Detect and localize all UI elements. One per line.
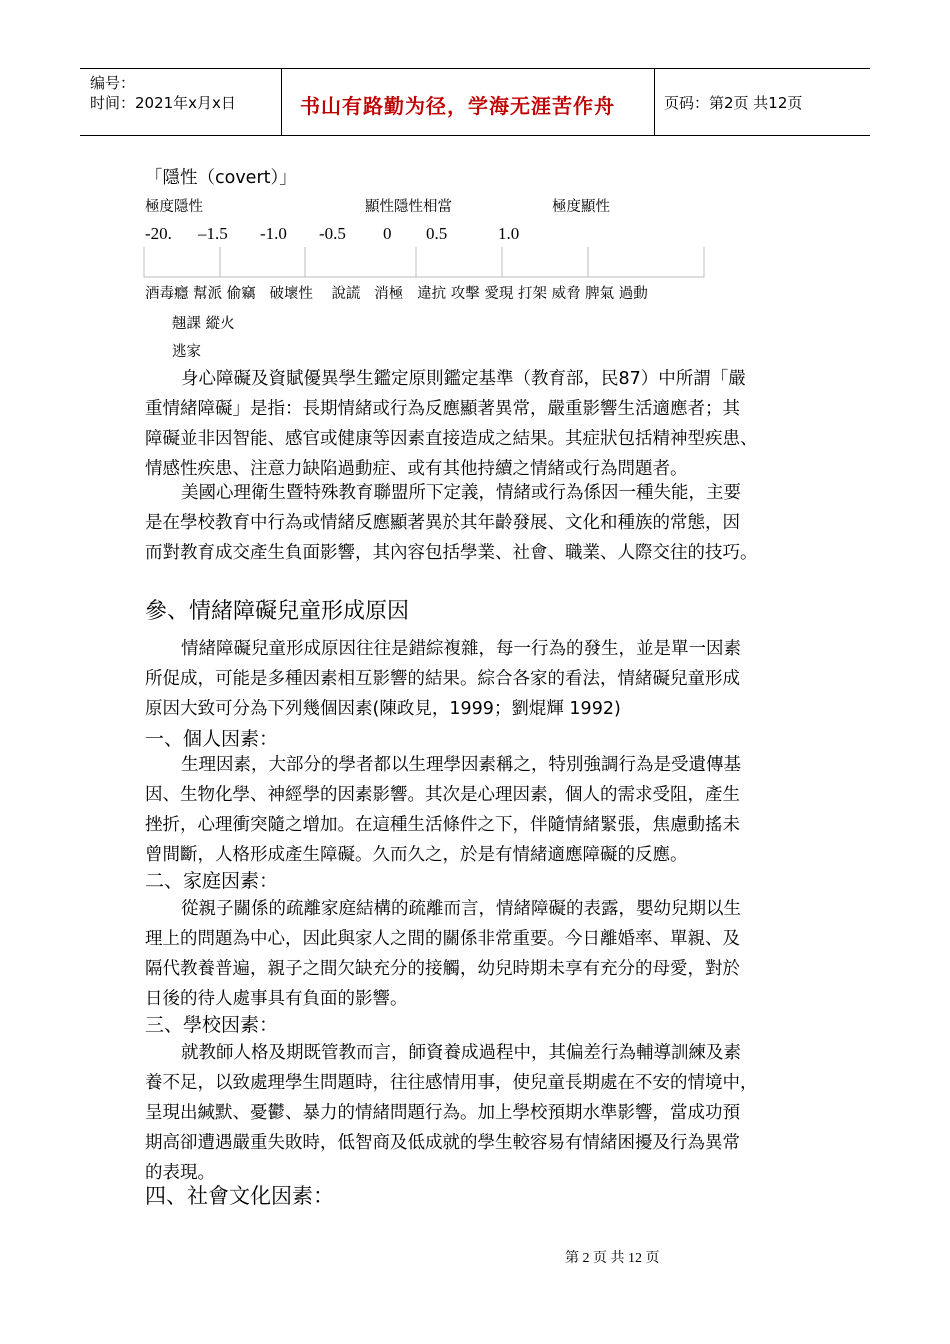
page-footer: 第 2 页 共 12 页: [565, 1251, 660, 1266]
scale-label-overt: 極度顯性: [552, 199, 610, 215]
text-line: 日後的待人處事具有負面的影響。: [145, 989, 408, 1009]
text-line: 挫折，心理衝突隨之增加。在這種生活條件之下，伴隨情緒緊張，焦慮動搖未: [145, 815, 740, 835]
text-line: 隔代教養普遍，親子之間欠缺充分的接觸，幼兒時期未享有充分的母愛，對於: [145, 959, 740, 979]
paragraph-personal: [145, 750, 815, 870]
paragraph-family: [145, 894, 815, 1014]
scale-behaviors-line1: 酒毒癮 幫派 偷竊 破壞性 說謊 消極 違抗 攻擊 愛現 打架 威脅 脾氣 過動: [145, 286, 648, 302]
text-line: 就教師人格及期既管教而言，師資養成過程中，其偏差行為輔導訓練及素: [181, 1043, 741, 1063]
text-line: 而對教育成交產生負面影響，其內容包括學業、社會、職業、人際交往的技巧。: [145, 543, 758, 563]
text-line: 美國心理衛生暨特殊教育聯盟所下定義，情緒或行為係因一種失能，主要: [181, 483, 741, 503]
header-bottom-border: [80, 135, 870, 136]
section-heading: 參、情緒障礙兒童形成原因: [145, 599, 410, 624]
scale-number: -20.: [145, 224, 172, 243]
scale-title: 「隱性（covert）」: [145, 168, 297, 188]
text-line: 情感性疾患、注意力缺陷過動症、或有其他持續之情緒或行為問題者。: [145, 459, 688, 479]
scale-label-covert: 極度隱性: [145, 199, 203, 215]
text-line: 生理因素，大部分的學者都以生理學因素稱之，特別強調行為是受遺傳基: [181, 755, 741, 775]
scale-number: 0.5: [426, 224, 448, 243]
text-line: 情緒障礙兒童形成原因往往是錯綜複雜，每一行為的發生，並是單一因素: [181, 639, 741, 659]
scale-number: 1.0: [498, 224, 520, 243]
scale-behaviors-line3: 逃家: [172, 344, 201, 360]
header-time-label: 时间：2021年x月x日: [90, 94, 236, 112]
paragraph-causes-intro: [145, 634, 815, 724]
scale-label-balanced: 顯性隱性相當: [365, 199, 452, 215]
paragraph-school: [145, 1038, 815, 1188]
scale-behaviors-line2: 翹課 縱火: [172, 316, 235, 332]
header-divider-left: [281, 68, 282, 136]
subheading-social-culture: 四、社會文化因素：: [145, 1184, 334, 1208]
text-line: 障礙並非因智能、感官或健康等因素直接造成之結果。其症狀包括精神型疾患、: [145, 429, 758, 449]
text-line: 期高卻遭遇嚴重失敗時，低智商及低成就的學生較容易有情緒困擾及行為異常: [145, 1133, 740, 1153]
paragraph-definition-us: [145, 478, 815, 568]
text-line: 理上的問題為中心，因此與家人之間的關係非常重要。今日離婚率、單親、及: [145, 929, 740, 949]
scale-number: 0: [383, 224, 392, 243]
scale-number: –1.5: [198, 224, 228, 243]
text-line: 原因大致可分為下列幾個因素(陳政見，1999；劉焜輝 1992): [145, 699, 621, 719]
text-line: 因、生物化學、神經學的因素影響。其次是心理因素，個人的需求受阻，產生: [145, 785, 740, 805]
scale-ruler: [140, 247, 710, 279]
text-line: 曾間斷，人格形成產生障礙。久而久之，於是有情緒適應障礙的反應。: [145, 845, 688, 865]
header-page-info: 页码：第2页 共12页: [664, 94, 803, 112]
text-line: 從親子關係的疏離家庭結構的疏離而言，情緒障礙的表露，嬰幼兒期以生: [181, 899, 741, 919]
paragraph-definition-moe: [145, 364, 815, 484]
scale-number: -0.5: [319, 224, 346, 243]
text-line: 呈現出緘默、憂鬱、暴力的情緒問題行為。加上學校預期水準影響，當成功預: [145, 1103, 740, 1123]
header-top-border: [80, 68, 870, 69]
text-line: 的表現。: [145, 1163, 215, 1183]
subheading-personal: 一、個人因素：: [145, 728, 279, 750]
text-line: 重情緒障礙」是指：長期情緒或行為反應顯著異常，嚴重影響生活適應者；其: [145, 399, 740, 419]
text-line: 養不足，以致處理學生問題時，往往感情用事，使兒童長期處在不安的情境中，: [145, 1073, 758, 1093]
text-line: 身心障礙及資賦優異學生鑑定原則鑑定基準（教育部，民87）中所謂「嚴: [181, 369, 746, 389]
text-line: 是在學校教育中行為或情緒反應顯著異於其年齡發展、文化和種族的常態，因: [145, 513, 740, 533]
scale-number: -1.0: [260, 224, 287, 243]
subheading-school: 三、學校因素：: [145, 1014, 279, 1036]
header-divider-right: [654, 68, 655, 136]
header-motto: 书山有路勤为径，学海无涯苦作舟: [300, 94, 615, 118]
subheading-family: 二、家庭因素：: [145, 870, 279, 892]
text-line: 所促成，可能是多種因素相互影響的結果。綜合各家的看法，情緒礙兒童形成: [145, 669, 740, 689]
header-number-label: 编号：: [90, 74, 136, 92]
